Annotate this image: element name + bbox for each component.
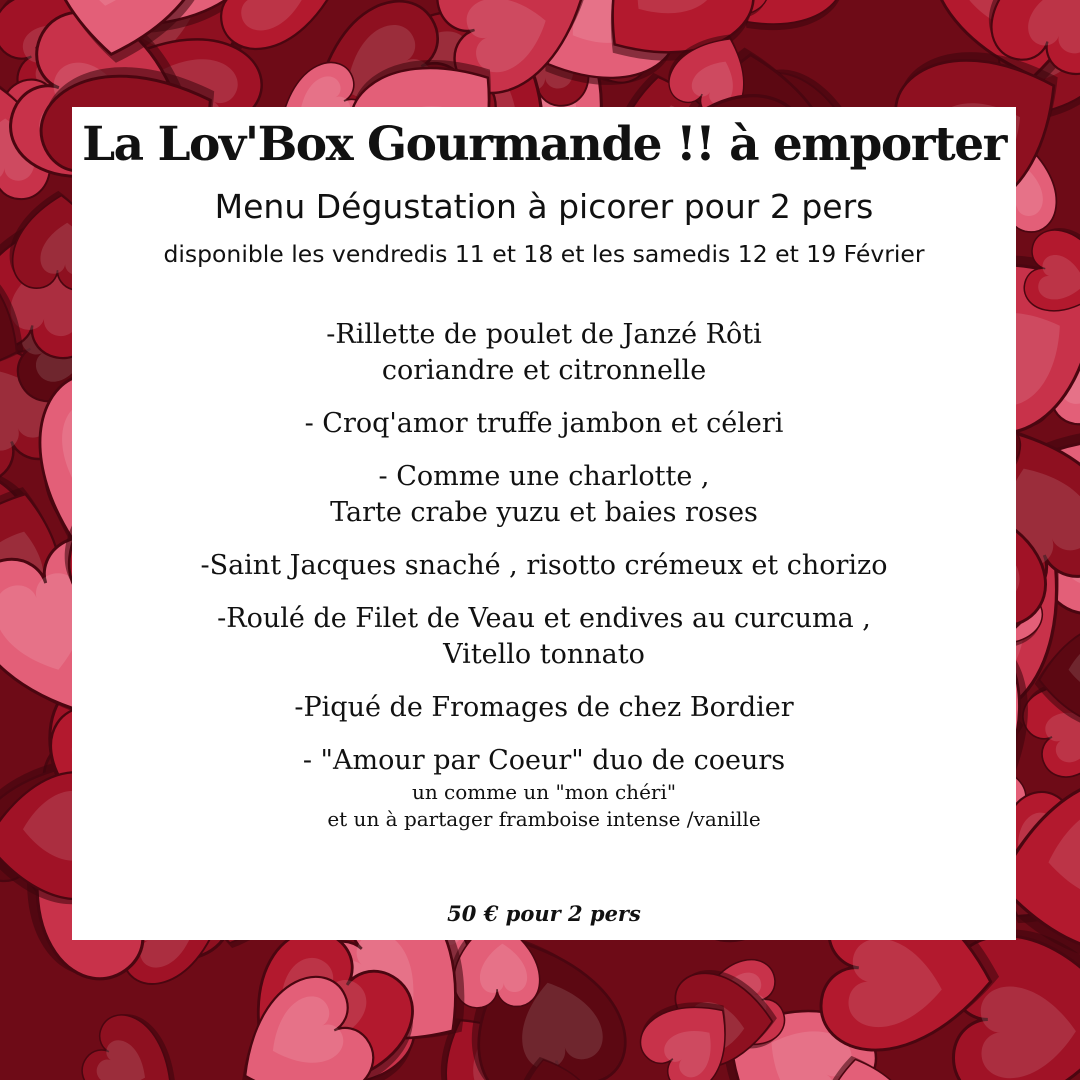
menu-item-dessert — [72, 743, 1016, 833]
menu-item-line: - Comme une charlotte , — [378, 461, 710, 492]
menu-item-detail: et un à partager framboise intense /vanille — [327, 807, 761, 831]
menu-item-detail: un comme un "mon chéri" — [411, 780, 677, 804]
menu-item-line: -Saint Jacques snaché , risotto crémeux et chorizo — [200, 550, 888, 581]
menu-item-line: -Roulé de Filet de Veau et endives au curcuma , — [217, 603, 871, 634]
menu-subtitle: Menu Dégustation à picorer pour 2 pers — [214, 187, 874, 226]
menu-item-veau — [72, 601, 1016, 673]
page-title: La Lov'Box Gourmande !! à emporter — [82, 117, 1006, 172]
menu-item-saint-jacques — [72, 548, 1016, 584]
menu-item-fromages — [72, 690, 1016, 726]
menu-item-line: coriandre et citronnelle — [381, 355, 707, 386]
menu-item-croqamor — [72, 406, 1016, 442]
menu-item-line: -Rillette de poulet de Janzé Rôti — [326, 319, 762, 350]
menu-item-line: Tarte crabe yuzu et baies roses — [330, 497, 758, 528]
menu-item-charlotte — [72, 459, 1016, 531]
menu-item-rillette — [72, 317, 1016, 389]
availability-dates: disponible les vendredis 11 et 18 et les samedis 12 et 19 Février — [163, 240, 925, 268]
menu-item-line: - Croq'amor truffe jambon et céleri — [304, 408, 784, 439]
menu-list — [72, 317, 1016, 833]
menu-item-line: - "Amour par Coeur" duo de coeurs — [302, 745, 786, 776]
menu-card — [72, 107, 1016, 940]
menu-item-line: -Piqué de Fromages de chez Bordier — [294, 692, 794, 723]
price-label: 50 € pour 2 pers — [447, 901, 641, 926]
menu-item-line: Vitello tonnato — [443, 639, 645, 670]
